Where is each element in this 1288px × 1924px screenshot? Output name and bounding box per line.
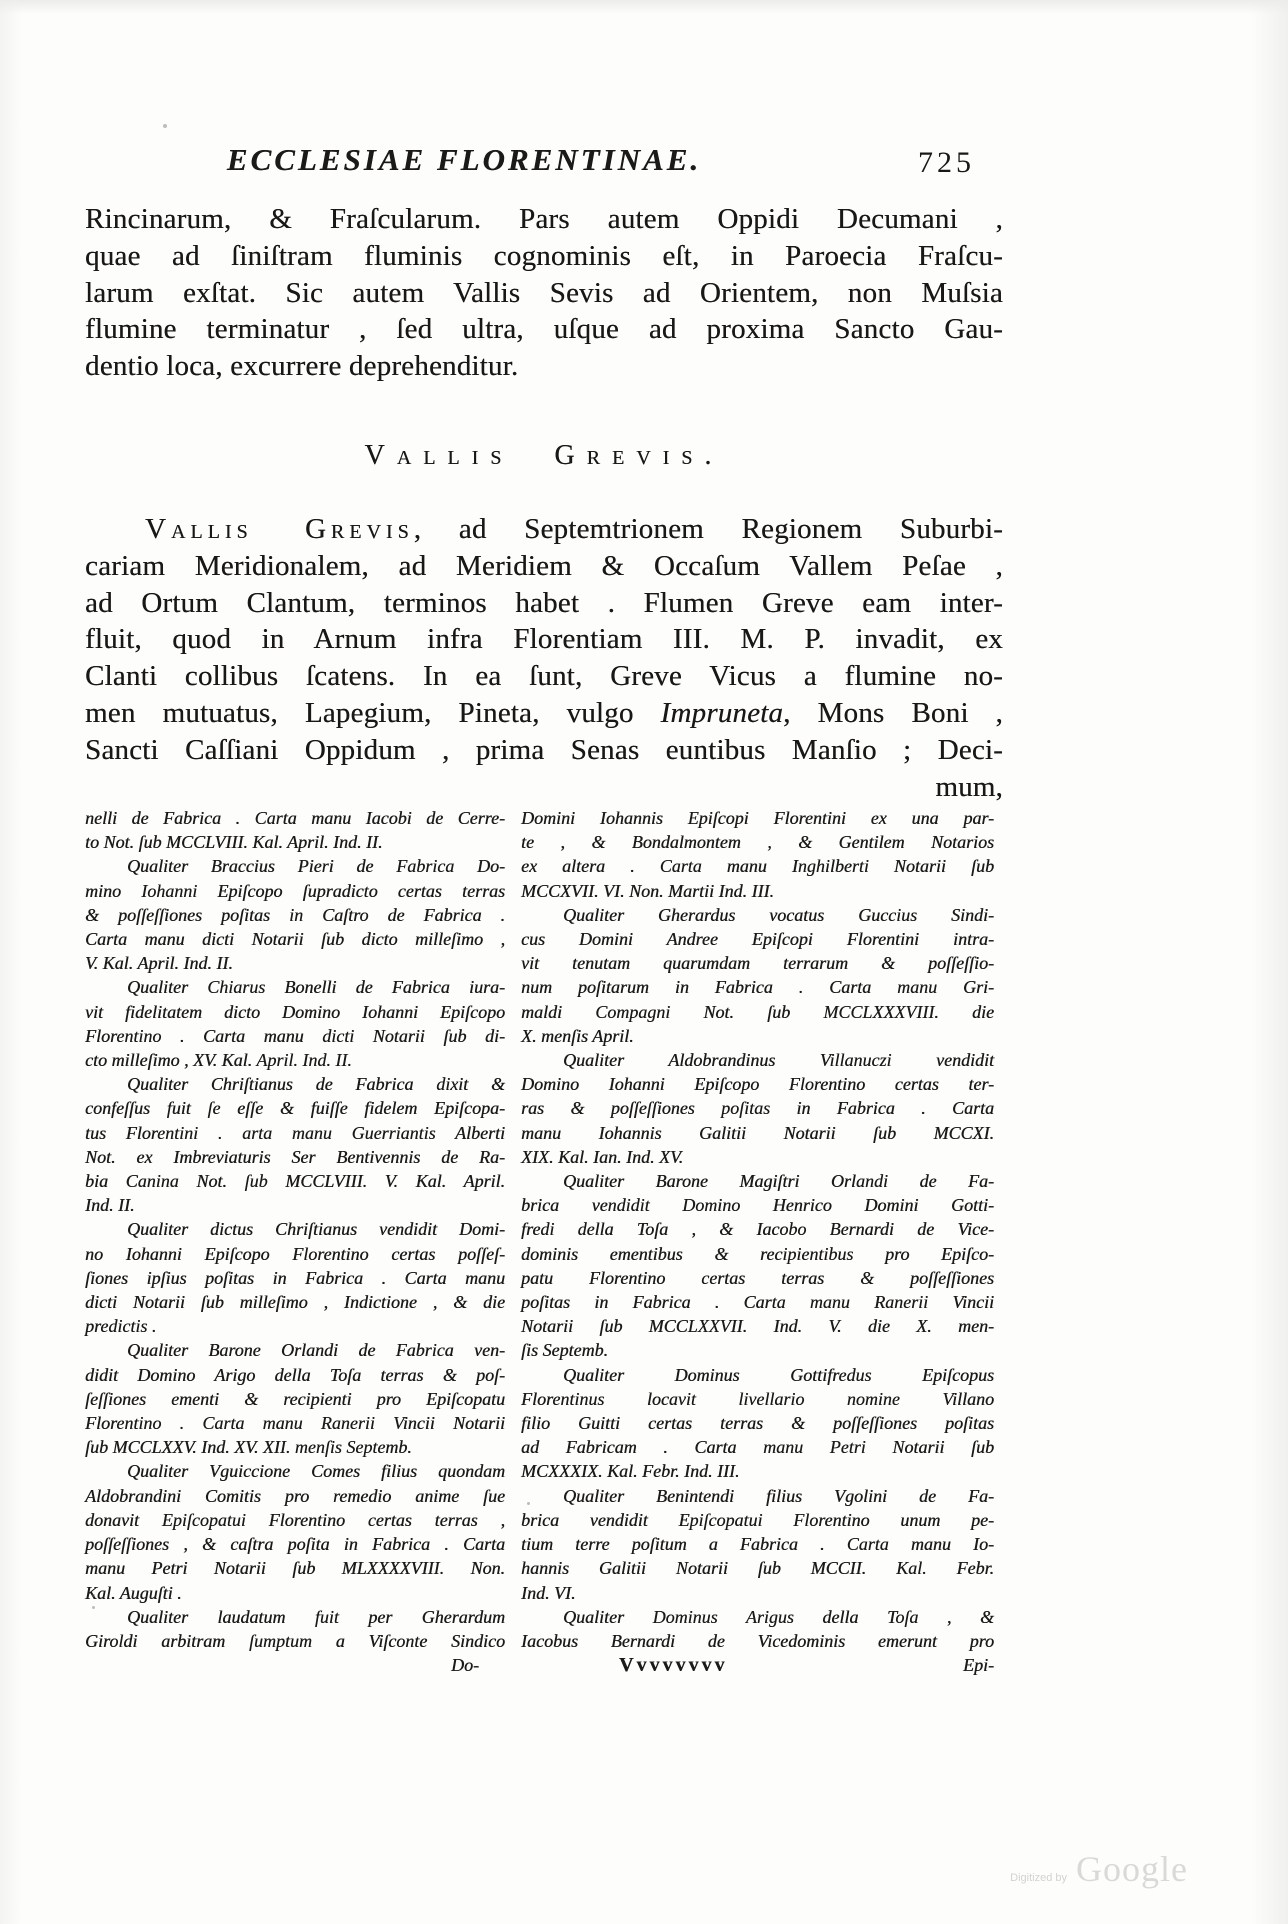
text-line: ex altera . Carta manu Inghilberti Notarii ſub <box>521 856 994 877</box>
text-line: Rincinarum, & Fraſcularum. Pars autem Oppidi Decumani , <box>85 203 1003 235</box>
text-line: brica vendidit Epiſcopatui Florentino unum pe- <box>521 1509 994 1530</box>
text-line: poſitas in Fabrica . Carta manu Ranerii Vincii <box>521 1292 994 1313</box>
text-line: dicti Notarii ſub milleſimo , Indictione , & die <box>85 1292 505 1313</box>
text-line: fredi della Toſa , & Iacobo Bernardi de Vice- <box>521 1219 994 1240</box>
text-line: Kal. Auguſti . <box>85 1582 182 1603</box>
text-line: XIX. Kal. Ian. Ind. XV. <box>521 1146 684 1167</box>
watermark-brand: Google <box>1076 1849 1188 1889</box>
text-line: MCXXXIX. Kal. Febr. Ind. III. <box>521 1461 740 1482</box>
text-line: brica vendidit Domino Henrico Domini Gotti- <box>521 1195 994 1216</box>
text-line <box>85 511 1003 548</box>
text-line: Qualiter Vguiccione Comes filius quondam <box>127 1461 505 1482</box>
text-line: quae ad ſiniſtram fluminis cognominis eſt, in Paroecia Fraſcu- <box>85 239 1003 272</box>
text-line: donavit Epiſcopatui Florentino certas terras , <box>85 1509 505 1530</box>
text-line: ad Ortum Clantum, terminos habet . Flumen Greve eam inter- <box>85 586 1003 619</box>
text-line: ſub MCCLXXV. Ind. XV. XII. menſis Septemb. <box>85 1437 412 1458</box>
text-line: MCCXVII. VI. Non. Martii Ind. III. <box>521 880 774 901</box>
text-line: manu Petri Notarii ſub MLXXXXVIII. Non. <box>85 1558 505 1579</box>
text-line: Carta manu dicti Notarii ſub dicto milleſimo , <box>85 929 505 950</box>
text-line: X. menſis April. <box>521 1025 634 1046</box>
scan-speck <box>92 1606 95 1609</box>
text-line: dominis ementibus & recipientibus pro Epiſco- <box>521 1243 994 1264</box>
text-line: ad Fabricam . Carta manu Petri Notarii ſub <box>521 1437 994 1458</box>
text-line: Qualiter Braccius Pieri de Fabrica Do- <box>127 856 505 877</box>
smallcaps-text: Vallis Grevis <box>145 513 414 545</box>
text-line: Iacobus Bernardi de Vicedominis emerunt pro <box>521 1630 994 1651</box>
text-line: Not. ex Imbreviaturis Ser Bentivennis de Ra- <box>85 1146 505 1167</box>
text-line: manu Iohannis Galitii Notarii ſub MCCXI. <box>521 1122 994 1143</box>
text-line: flumine terminatur , ſed ultra, uſque ad proxima Sancto Gau- <box>85 313 1003 346</box>
text-line: fluit, quod in Arnum infra Florentiam III. M. P. invadit, ex <box>85 623 1003 656</box>
text-line: maldi Compagni Not. ſub MCCLXXXVIII. die <box>521 1001 994 1022</box>
text-line: Ind. II. <box>85 1195 135 1216</box>
text-line: ſiones ipſius poſitas in Fabrica . Carta manu <box>85 1267 505 1288</box>
text-line: confeſſus fuit ſe eſſe & fuiſſe fidelem Epiſcopa- <box>85 1098 505 1119</box>
text-line: cariam Meridionalem, ad Meridiem & Occaſum Vallem Peſae , <box>85 549 1003 582</box>
text-line: ras & poſſeſſiones poſitas in Fabrica . Carta <box>521 1098 994 1119</box>
text-line: Domini Iohannis Epiſcopi Florentini ex una par- <box>521 808 994 828</box>
text-line: Florentino . Carta manu Ranerii Vincii Notarii <box>85 1413 505 1434</box>
text-line: vit fidelitatem dicto Domino Iohanni Epiſcopo <box>85 1001 505 1022</box>
text-line: filio Guitti certas terras & poſſeſſiones poſitas <box>521 1413 994 1434</box>
text-line: Sancti Caſſiani Oppidum , prima Senas euntibus Manſio ; Deci- <box>85 733 1003 766</box>
text-line: Qualiter dictus Chriſtianus vendidit Domi- <box>127 1219 505 1240</box>
text-line: V. Kal. April. Ind. II. <box>85 953 233 974</box>
text-line: hannis Galitii Notarii ſub MCCII. Kal. Febr. <box>521 1558 994 1579</box>
text-line: Florentinus locavit livellario nomine Villano <box>521 1388 994 1409</box>
text-line: bia Canina Not. ſub MCCLVIII. V. Kal. April. <box>85 1171 505 1192</box>
text-line: num poſitarum in Fabrica . Carta manu Gri- <box>521 977 994 998</box>
text-line: larum exſtat. Sic autem Vallis Sevis ad Orientem, non Muſsia <box>85 276 1003 309</box>
watermark-prefix: Digitized by <box>1010 1872 1068 1884</box>
right-column <box>521 806 994 1677</box>
page-title: ECCLESIAE FLORENTINAE. <box>226 142 702 177</box>
text-line: mum, <box>935 770 1003 803</box>
text-line: Domino Iohanni Epiſcopo Florentino certas ter- <box>521 1074 994 1095</box>
right-column-lines <box>521 806 994 1653</box>
text-line: predictis . <box>85 1316 157 1337</box>
text-line: Qualiter Barone Magiſtri Orlandi de Fa- <box>563 1171 994 1192</box>
signature-line <box>521 1653 994 1677</box>
text-line: Florentino . Carta manu dicti Notarii ſub di- <box>85 1025 505 1046</box>
signature-mark: Vvvvvvvv <box>619 1654 728 1677</box>
left-column <box>85 806 505 1677</box>
text-run: , Mons Boni , <box>783 696 1003 729</box>
text-line: Qualiter Dominus Gottifredus Epiſcopus <box>563 1364 994 1385</box>
text-line: te , & Bondalmontem , & Gentilem Notarios <box>521 832 994 853</box>
catchword: Epi- <box>963 1655 994 1676</box>
section-heading: Vallis Grevis. <box>364 440 724 471</box>
text-line: dentio loca, excurrere deprehenditur. <box>85 350 519 383</box>
scan-speck <box>527 1502 530 1505</box>
text-line: mino Iohanni Epiſcopo ſupradicto certas terras <box>85 880 505 901</box>
text-line: poſſeſſiones , & caſtra poſita in Fabrica . Carta <box>85 1534 505 1555</box>
text-line: vit tenutam quarumdam terrarum & poſſeſſio- <box>521 953 994 974</box>
text-line: cus Domini Andree Epiſcopi Florentini intra- <box>521 929 994 950</box>
text-line: Clanti collibus ſcatens. In ea ſunt, Greve Vicus a flumine no- <box>85 660 1003 693</box>
page-number: 725 <box>918 146 975 179</box>
text-line: tus Florentini . arta manu Guerriantis Alberti <box>85 1122 505 1143</box>
text-run: men mutuatus, Lapegium, Pineta, vulgo <box>85 696 661 729</box>
scan-speck <box>163 124 167 128</box>
text-line: Qualiter Chiarus Bonelli de Fabrica iura- <box>127 977 505 998</box>
text-line: cto milleſimo , XV. Kal. April. Ind. II. <box>85 1050 352 1071</box>
text-line: Qualiter laudatum fuit per Gherardum <box>127 1606 505 1627</box>
text-line: Notarii ſub MCCLXXVII. Ind. V. die X. men- <box>521 1316 994 1337</box>
text-line: Qualiter Barone Orlandi de Fabrica ven- <box>127 1340 505 1361</box>
text-line: nelli de Fabrica . Carta manu Iacobi de Cerre- <box>85 808 505 828</box>
google-watermark <box>1010 1848 1188 1890</box>
text-line: Qualiter Benintendi filius Vgolini de Fa- <box>563 1485 994 1506</box>
text-line: Qualiter Dominus Arigus della Toſa , & <box>563 1606 994 1627</box>
text-line: Qualiter Aldobrandinus Villanuczi vendidit <box>563 1050 994 1071</box>
text-line: didit Domino Arigo della Toſa terras & poſ- <box>85 1364 505 1385</box>
text-line: Qualiter Gherardus vocatus Guccius Sindi- <box>563 904 994 925</box>
main-paragraph-1 <box>85 201 1003 385</box>
main-paragraph-2 <box>85 511 1003 805</box>
text-line: tium terre poſitum a Fabrica . Carta manu Io- <box>521 1534 994 1555</box>
text-line: Qualiter Chriſtianus de Fabrica dixit & <box>127 1074 505 1095</box>
scan-speck <box>92 1594 95 1597</box>
text-run: , ad Septemtrionem Regionem Suburbi- <box>413 513 1003 545</box>
text-line: ſis Septemb. <box>521 1340 608 1361</box>
italic-text: Impruneta <box>660 696 784 729</box>
text-line: ſeſſiones ementi & recipienti pro Epiſcopatu <box>85 1388 505 1409</box>
text-line: Giroldi arbitram ſumptum a Viſconte Sindico <box>85 1630 505 1651</box>
text-line: to Not. ſub MCCLVIII. Kal. April. Ind. II. <box>85 832 383 853</box>
text-line: Ind. VI. <box>521 1582 576 1603</box>
text-line: no Iohanni Epiſcopo Florentino certas poſſeſ- <box>85 1243 505 1264</box>
text-line: Aldobrandini Comitis pro remedio anime ſue <box>85 1485 505 1506</box>
text-line <box>85 695 1003 732</box>
text-line: patu Florentino certas terras & poſſeſſiones <box>521 1267 994 1288</box>
running-head <box>85 142 1003 188</box>
text-line: & poſſeſſiones poſitas in Caſtro de Fabrica . <box>85 904 505 925</box>
text-line: Do- <box>451 1655 479 1676</box>
